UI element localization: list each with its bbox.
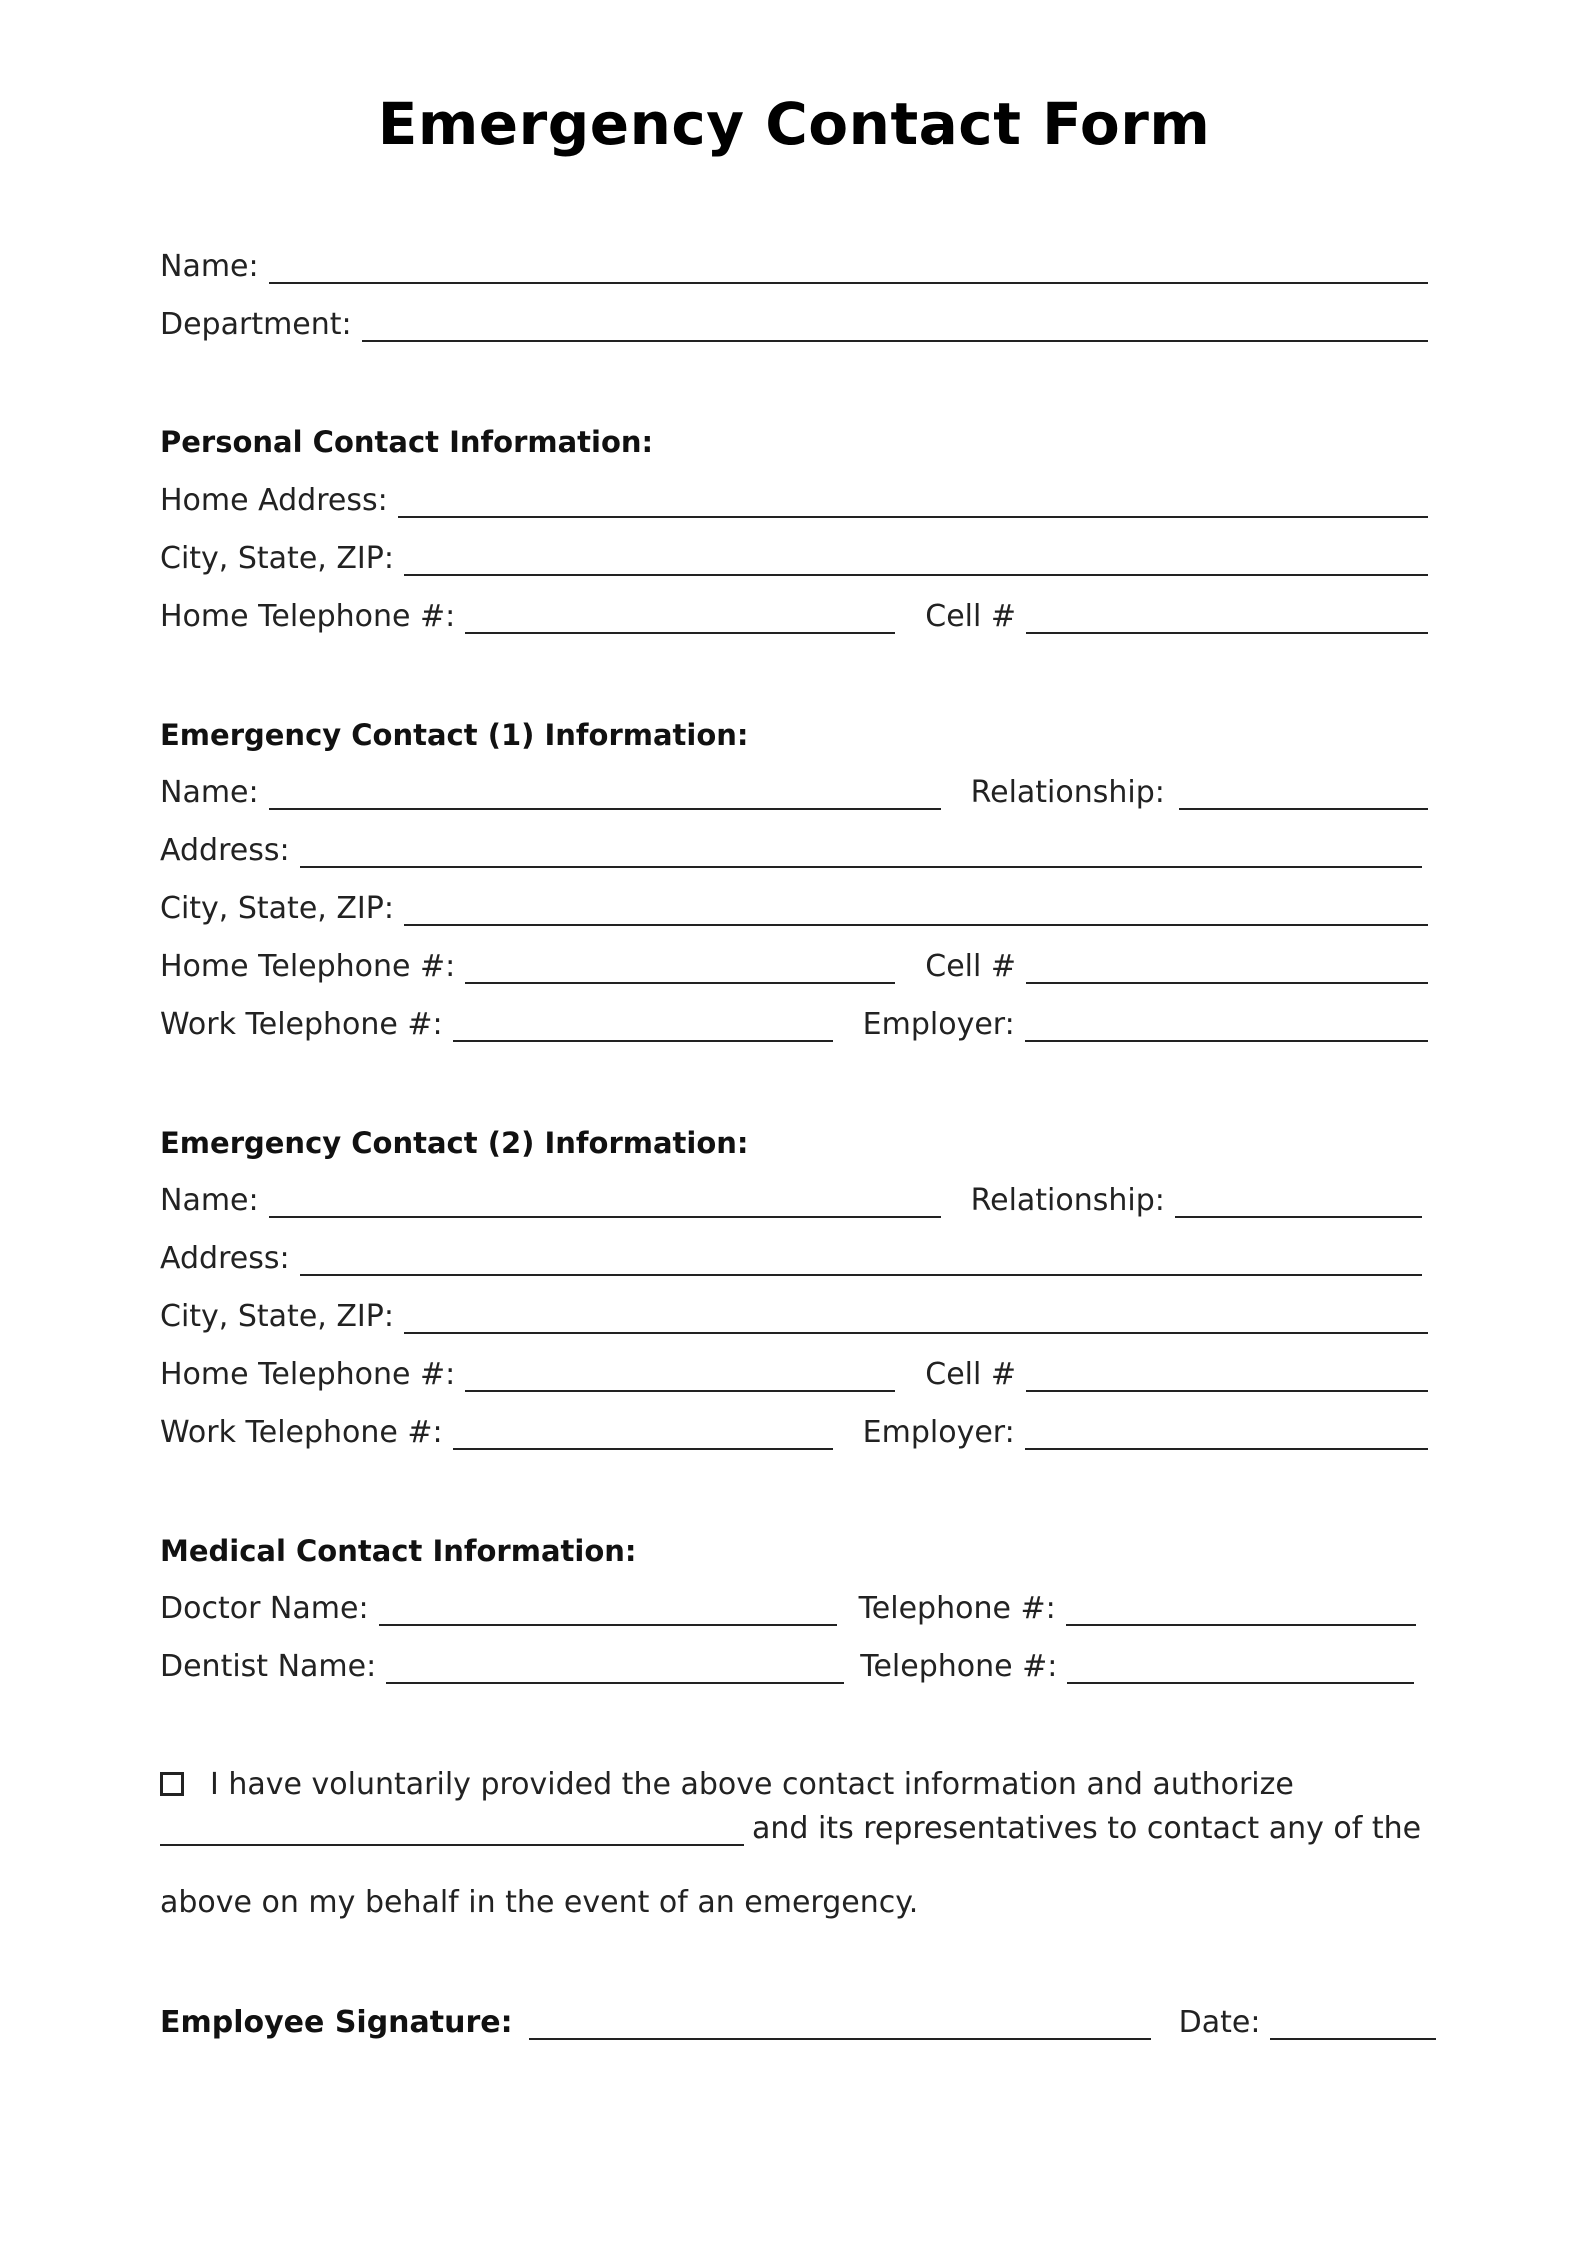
organization-field[interactable]	[160, 1844, 744, 1846]
contact2-city-field[interactable]	[404, 1332, 1428, 1334]
contact2-name-row	[160, 1172, 1428, 1222]
personal-city-row	[160, 530, 1428, 580]
contact1-cell-field[interactable]	[1026, 982, 1428, 984]
authorization-line-3: above on my behalf in the event of an emergency.	[160, 1885, 919, 1920]
contact1-employer-field[interactable]	[1025, 1040, 1428, 1042]
page-title: Emergency Contact Form	[377, 90, 1211, 158]
doctor-telephone-field[interactable]	[1066, 1624, 1416, 1626]
department-label: Department:	[160, 307, 352, 342]
contact1-address-field[interactable]	[300, 866, 1422, 868]
contact2-name-label: Name:	[160, 1183, 259, 1218]
contact2-relationship-field[interactable]	[1175, 1216, 1422, 1218]
dentist-row	[160, 1638, 1414, 1688]
personal-home-address-row	[160, 472, 1428, 522]
cell-label: Cell #	[925, 599, 1017, 634]
name-label: Name:	[160, 249, 259, 284]
contact2-address-field[interactable]	[300, 1274, 1422, 1276]
contact2-address-row	[160, 1230, 1422, 1280]
name-row	[160, 238, 1428, 288]
department-field[interactable]	[362, 340, 1428, 342]
cell-field[interactable]	[1026, 632, 1428, 634]
home-telephone-field[interactable]	[465, 632, 895, 634]
date-field[interactable]	[1270, 2038, 1436, 2040]
personal-heading: Personal Contact Information:	[160, 425, 654, 459]
contact1-address-row	[160, 822, 1422, 872]
authorization-line-2	[160, 1800, 1422, 1850]
medical-heading: Medical Contact Information:	[160, 1534, 637, 1568]
authorization-line-1: I have voluntarily provided the above contact information and authorize	[210, 1767, 1294, 1802]
contact1-address-label: Address:	[160, 833, 290, 868]
contact1-work-telephone-field[interactable]	[453, 1040, 833, 1042]
contact1-relationship-label: Relationship:	[970, 775, 1165, 810]
contact2-city-label: City, State, ZIP:	[160, 1299, 394, 1334]
contact1-employer-label: Employer:	[862, 1007, 1015, 1042]
dentist-name-label: Dentist Name:	[160, 1649, 377, 1684]
authorization-text-2: and its representatives to contact any of the	[752, 1811, 1422, 1846]
city-state-zip-field[interactable]	[404, 574, 1428, 576]
contact1-name-field[interactable]	[269, 808, 941, 810]
contact2-name-field[interactable]	[269, 1216, 941, 1218]
contact1-city-row	[160, 880, 1428, 930]
contact1-name-row	[160, 764, 1428, 814]
contact2-city-row	[160, 1288, 1428, 1338]
contact2-address-label: Address:	[160, 1241, 290, 1276]
contact1-work-row	[160, 996, 1428, 1046]
home-address-label: Home Address:	[160, 483, 388, 518]
contact2-heading: Emergency Contact (2) Information:	[160, 1126, 749, 1160]
contact1-home-telephone-label: Home Telephone #:	[160, 949, 456, 984]
contact2-work-row	[160, 1404, 1428, 1454]
contact2-employer-field[interactable]	[1025, 1448, 1428, 1450]
contact2-work-telephone-label: Work Telephone #:	[160, 1415, 443, 1450]
department-row	[160, 296, 1428, 346]
contact1-heading: Emergency Contact (1) Information:	[160, 718, 749, 752]
contact1-relationship-field[interactable]	[1179, 808, 1428, 810]
home-address-field[interactable]	[398, 516, 1428, 518]
city-state-zip-label: City, State, ZIP:	[160, 541, 394, 576]
contact1-cell-label: Cell #	[925, 949, 1017, 984]
contact2-phone-row	[160, 1346, 1428, 1396]
dentist-name-field[interactable]	[386, 1682, 844, 1684]
contact1-city-label: City, State, ZIP:	[160, 891, 394, 926]
contact2-home-telephone-label: Home Telephone #:	[160, 1357, 456, 1392]
employee-signature-label: Employee Signature:	[160, 2005, 513, 2040]
contact2-cell-label: Cell #	[925, 1357, 1017, 1392]
employee-signature-field[interactable]	[529, 2038, 1151, 2040]
contact2-work-telephone-field[interactable]	[453, 1448, 833, 1450]
doctor-name-label: Doctor Name:	[160, 1591, 369, 1626]
home-telephone-label: Home Telephone #:	[160, 599, 456, 634]
doctor-telephone-label: Telephone #:	[858, 1591, 1056, 1626]
signature-row	[160, 1994, 1436, 2044]
contact1-name-label: Name:	[160, 775, 259, 810]
dentist-telephone-field[interactable]	[1067, 1682, 1414, 1684]
dentist-telephone-label: Telephone #:	[860, 1649, 1058, 1684]
contact2-relationship-label: Relationship:	[970, 1183, 1165, 1218]
date-label: Date:	[1178, 2005, 1261, 2040]
contact2-employer-label: Employer:	[862, 1415, 1015, 1450]
personal-phone-row	[160, 588, 1428, 638]
contact2-home-telephone-field[interactable]	[465, 1390, 895, 1392]
doctor-row	[160, 1580, 1416, 1630]
contact2-cell-field[interactable]	[1026, 1390, 1428, 1392]
contact1-city-field[interactable]	[404, 924, 1428, 926]
contact1-phone-row	[160, 938, 1428, 988]
authorize-checkbox[interactable]	[160, 1772, 184, 1796]
name-field[interactable]	[269, 282, 1428, 284]
contact1-work-telephone-label: Work Telephone #:	[160, 1007, 443, 1042]
contact1-home-telephone-field[interactable]	[465, 982, 895, 984]
doctor-name-field[interactable]	[379, 1624, 837, 1626]
